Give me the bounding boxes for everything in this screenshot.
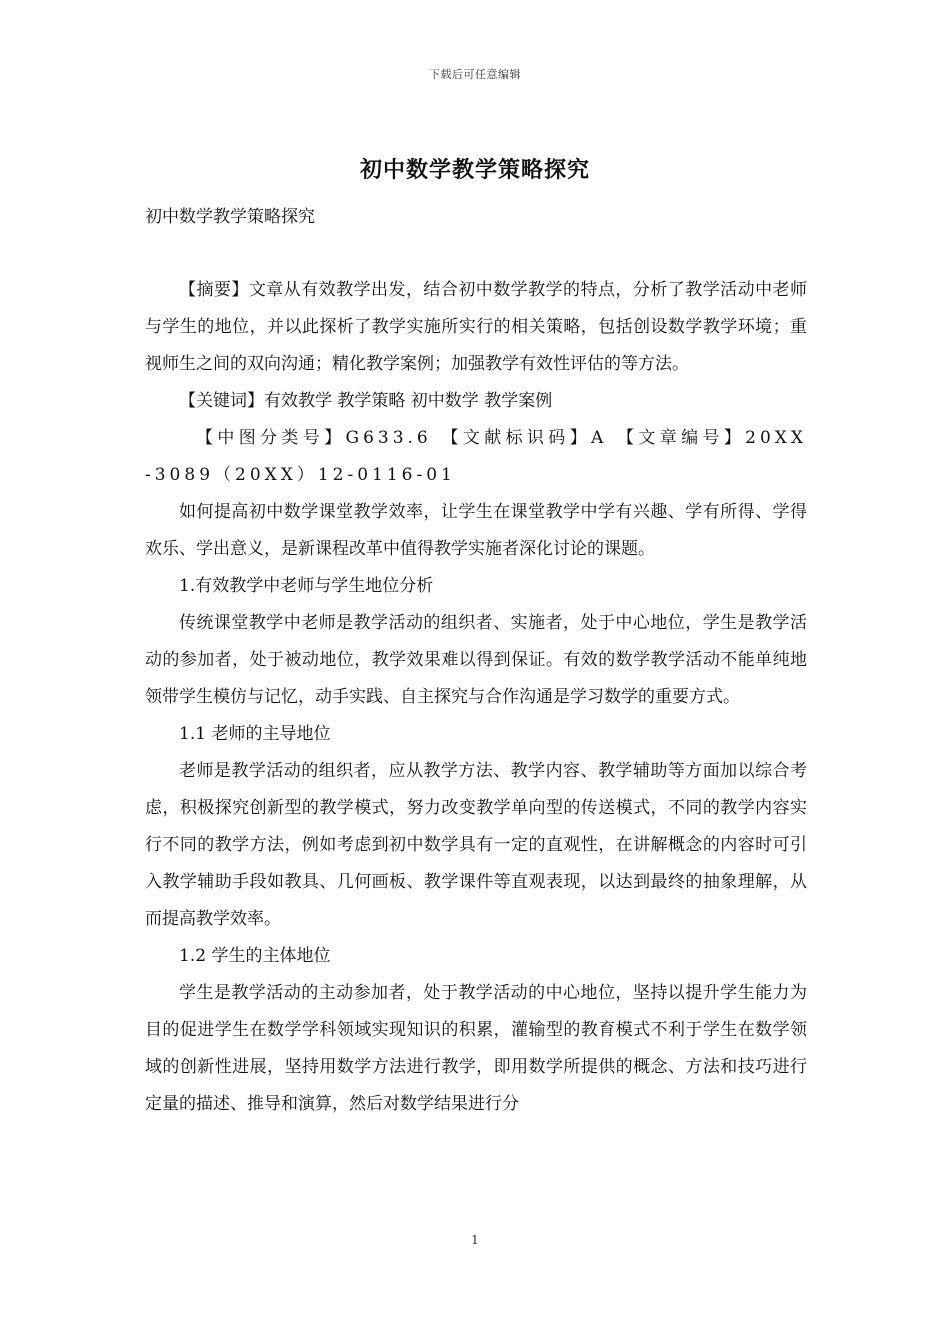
intro-paragraph: 如何提高初中数学课堂教学效率，让学生在课堂教学中学有兴趣、学有所得、学得欢乐、学出意义，是新课程改革中值得教学实施者深化讨论的课题。 [145, 502, 807, 559]
section-1-paragraph: 传统课堂教学中老师是教学活动的组织者、实施者，处于中心地位，学生是教学活动的参加者，处于被动地位，教学效果难以得到保证。有效的数学教学活动不能单纯地领带学生模仿与记忆，动手实践、自主探究与合作沟通是学习数学的重要方式。 [145, 613, 807, 707]
header-note: 下载后可任意编辑 [429, 68, 521, 81]
abstract-paragraph: 【摘要】文章从有效教学出发，结合初中数学教学的特点，分析了教学活动中老师与学生的地位，并以此探析了教学实施所实行的相关策略，包括创设数学教学环境；重视师生之间的双向沟通；精化教学案例；加强教学有效性评估的等方法。 [145, 280, 807, 374]
page-number: 1 [471, 1233, 479, 1247]
section-heading-1-1: 1.1 老师的主导地位 [179, 724, 331, 744]
section-heading-1: 1.有效教学中老师与学生地位分析 [179, 576, 434, 596]
section-heading-1-2: 1.2 学生的主体地位 [179, 946, 331, 966]
section-1-2-paragraph: 学生是教学活动的主动参加者，处于教学活动的中心地位，坚持以提升学生能力为目的促进学生在数学学科领域实现知识的积累，灌输型的教育模式不利于学生在数学领域的创新性进展，坚持用数学方法进行教学，即用数学所提供的概念、方法和技巧进行定量的描述、推导和演算，然后对数学结果进行分 [145, 983, 807, 1114]
keywords-paragraph: 【关键词】有效教学 教学策略 初中数学 教学案例 [179, 391, 553, 411]
classification-paragraph: 【中图分类号】G633.6 【文献标识码】A 【文章编号】20XX-3089（20XX）12-0116-01 [145, 428, 807, 485]
document-title: 初中数学教学策略探究 [359, 157, 590, 183]
document-subtitle: 初中数学教学策略探究 [145, 207, 315, 227]
document-body [145, 272, 807, 1123]
section-1-1-paragraph: 老师是教学活动的组织者，应从教学方法、教学内容、教学辅助等方面加以综合考虑，积极探究创新型的教学模式，努力改变教学单向型的传送模式，不同的教学内容实行不同的教学方法，例如考虑到初中数学具有一定的直观性，在讲解概念的内容时可引入教学辅助手段如教具、几何画板、教学课件等直观表现，以达到最终的抽象理解，从而提高教学效率。 [145, 761, 807, 929]
